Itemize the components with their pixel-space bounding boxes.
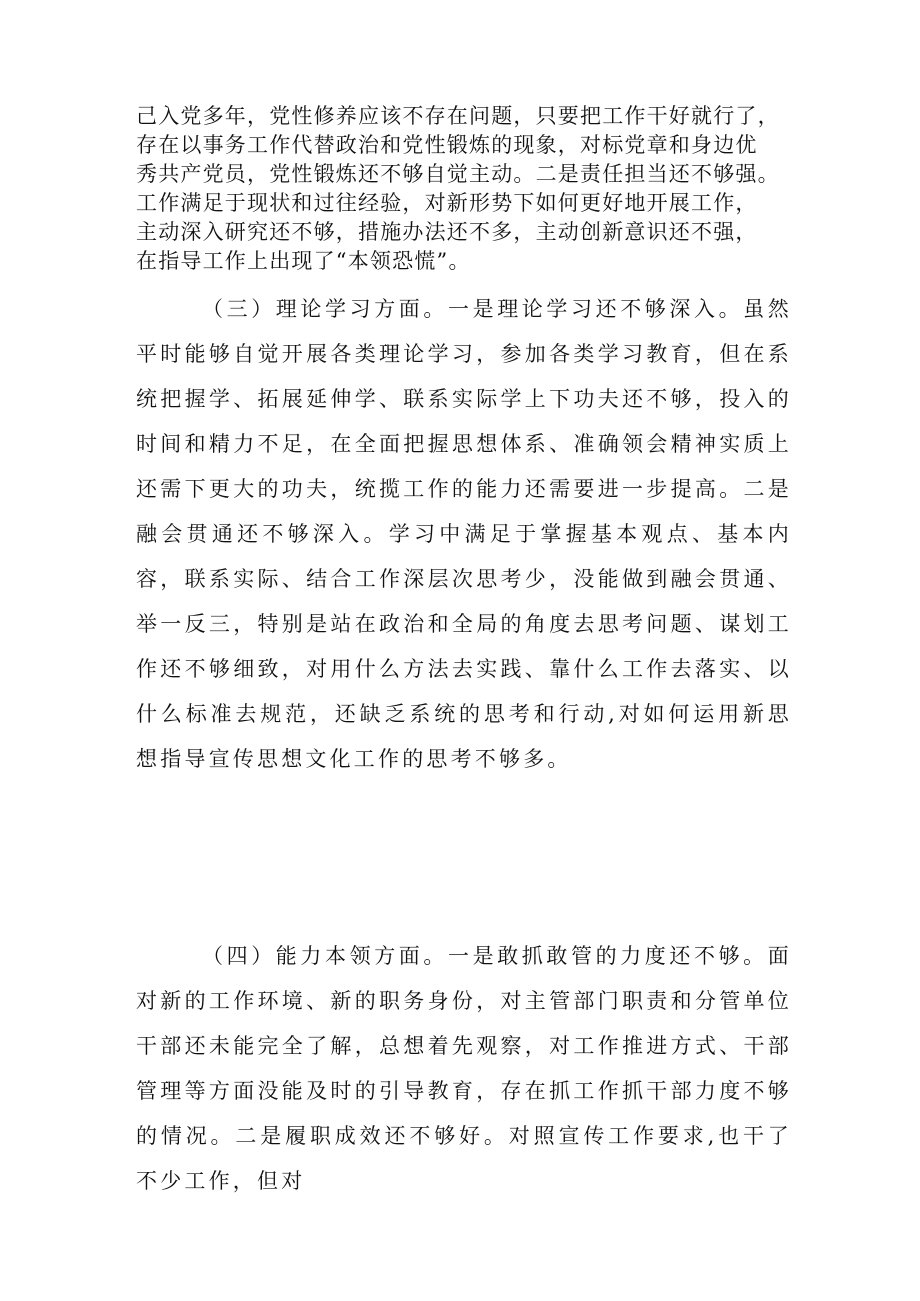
text-line: 己入党多年，党性修养应该不存在问题，只要把工作干好就行了， bbox=[136, 104, 780, 128]
section-ability-skills: （四）能力本领方面。一是敢抓敢管的力度还不够。面对新的工作环境、新的职务身份，对主管部门职责和分管单位干部还未能完全了解，总想着先观察，对工作推进方式、干部管理等方面没能及时的引导教育，存在抓工作抓干部力度不够的情况。二是履职成效还不够好。对照宣传工作要求,也干了不少工作，但对 bbox=[136, 944, 792, 1193]
text-line: 工作满足于现状和过往经验，对新形势下如何更好地开展工作， bbox=[136, 191, 758, 215]
section-theory-study: （三）理论学习方面。一是理论学习还不够深入。虽然平时能够自觉开展各类理论学习，参加各类学习教育，但在系统把握学、拓展延伸学、联系实际学上下功夫还不够，投入的时间和精力不足，在全面把握思想体系、准确领会精神实质上还需下更大的功夫，统揽工作的能力还需要进一步提高。二是融会贯通还不够深入。学习中满足于掌握基本观点、基本内容，联系实际、结合工作深层次思考少，没能做到融会贯通、举一反三，特别是站在政治和全局的角度去思考问题、谋划工作还不够细致，对用什么方法去实践、靠什么工作去落实、以什么标准去规范，还缺乏系统的思考和行动,对如何运用新思想指导宣传思想文化工作的思考不够多。 bbox=[136, 297, 792, 771]
text-line: 秀共产党员，党性锻炼还不够自觉主动。二是责任担当还不够强。 bbox=[136, 162, 780, 186]
continued-paragraph bbox=[136, 102, 836, 276]
text-line: 在指导工作上出现了“本领恐慌”。 bbox=[136, 249, 471, 273]
text-line: 主动深入研究还不够，措施办法还不多，主动创新意识还不强， bbox=[136, 220, 758, 244]
text-line: 存在以事务工作代替政治和党性锻炼的现象，对标党章和身边优 bbox=[136, 133, 758, 157]
